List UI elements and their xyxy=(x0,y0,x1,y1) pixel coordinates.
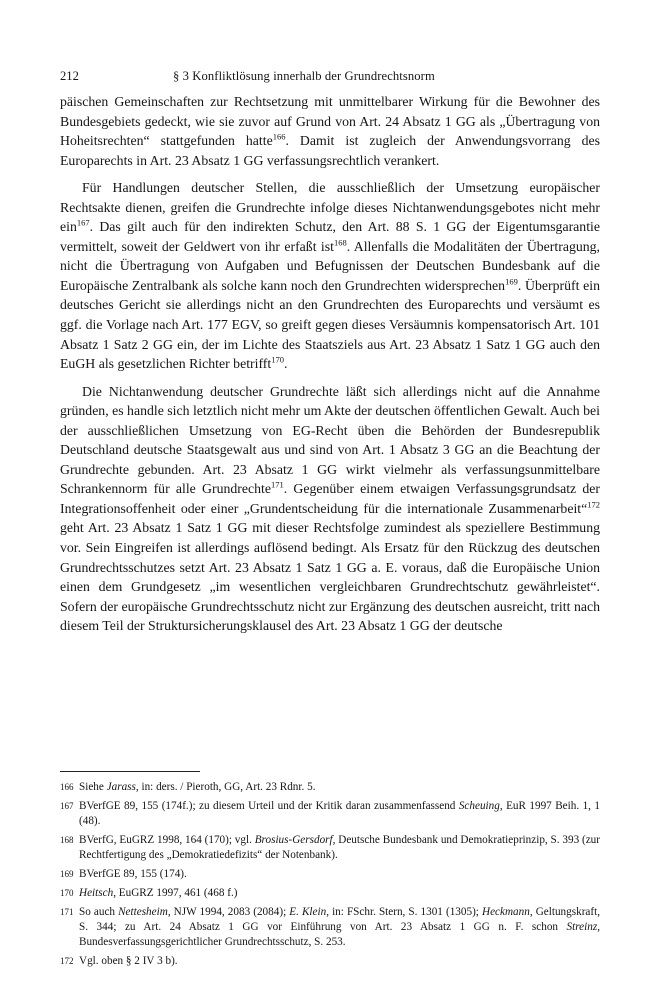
body-text xyxy=(60,92,600,644)
author-name: Scheuing xyxy=(458,800,500,812)
text-run: , in: FSchr. Stern, S. 1301 (1305); xyxy=(326,906,482,918)
footnote-ref-169[interactable]: 169 xyxy=(505,276,518,287)
footnote-number: 172 xyxy=(60,956,74,966)
running-title: § 3 Konfliktlösung innerhalb der Grundrechtsnorm xyxy=(173,69,435,83)
footnote-number: 171 xyxy=(60,907,74,917)
text-run: , NJW 1994, 2083 (2084); xyxy=(167,906,290,918)
text-run: BVerfG, EuGRZ 1998, 164 (170); vgl. xyxy=(79,834,255,846)
author-name: Heckmann xyxy=(481,906,530,918)
text-run: So auch xyxy=(79,906,119,918)
footnote-ref-166[interactable]: 166 xyxy=(272,131,286,142)
text-run: päischen Gemeinschaften zur Rechtsetzung mit unmittelbarer Wirkung für die Bewohner des Bundesgebiets gedeckt, wie sie zuvor auf Grund von Art. 24 Absatz 1 GG als „Übertragung von Hoheitsrechten“ stattgefunden hatte xyxy=(60,94,600,149)
author-name: Brosius-Gersdorf, xyxy=(254,834,336,846)
footnote-172 xyxy=(60,954,600,969)
text-run: . Damit ist zugleich der Anwendungsvorrang des Europarechts in Art. 23 Absatz 1 GG verfassungsrechtlich verankert. xyxy=(60,133,600,168)
text-run: , in: ders. / Pieroth, GG, Art. 23 Rdnr. 5. xyxy=(135,781,316,793)
footnote-number: 170 xyxy=(60,888,74,898)
text-run: Für Handlungen deutscher Stellen, die ausschließlich der Umsetzung europäischer Rechtsakte dienen, greifen die Grundrechte infolge dieses Nichtanwendungsgebotes nicht mehr ein xyxy=(60,180,600,235)
author-name: Streinz xyxy=(566,921,598,933)
author-name: E. Klein xyxy=(289,906,327,918)
text-run: . Das gilt auch für den indirekten Schutz, den Art. 88 S. 1 GG der Eigentumsgarantie vermittelt, soweit der Geldwert von ihr erfaßt ist xyxy=(60,219,600,254)
footnotes xyxy=(60,780,600,973)
footnote-ref-171[interactable]: 171 xyxy=(270,479,284,490)
text-run: , Bundesverfassungsgerichtlicher Grundrechtsschutz, S. 253. xyxy=(79,921,600,948)
paragraph-2 xyxy=(60,178,600,373)
text-run: . Gegenüber einem etwaigen Verfassungsgrundsatz der Integrationsoffenheit oder einer „Grundentscheidung für die internationale Zusammenarbeit“ xyxy=(60,481,601,516)
footnote-ref-170[interactable]: 170 xyxy=(271,354,284,365)
footnote-170 xyxy=(60,886,600,901)
paragraph-1 xyxy=(60,92,600,170)
author-name: Heitsch xyxy=(79,887,114,899)
text-run: Die Nichtanwendung deutscher Grundrechte läßt sich allerdings nicht auf die Annahme gründen, es handle sich letztlich nicht mehr um Akte der deutschen öffentlichen Gewalt. Auch bei der ausschließlichen Umsetzung von EG-Recht üben die Behörden der Bundesrepublik Deutschland deutsche Staatsgewalt aus und sind von Art. 1 Absatz 3 GG an die Beachtung der Grundrechte gebunden. Art. 23 Absatz 1 GG wirkt vielmehr als verfassungsunmittelbare Schrankennorm für alle Grundrechte xyxy=(60,383,600,497)
text-run: BVerfGE 89, 155 (174f.); zu diesem Urteil und der Kritik daran zusammenfassend xyxy=(79,800,459,812)
footnote-169 xyxy=(60,867,600,882)
text-run: , EuGRZ 1997, 461 (468 f.) xyxy=(113,887,238,899)
footnote-ref-167[interactable]: 167 xyxy=(76,217,90,228)
footnote-166 xyxy=(60,780,600,795)
text-run: , Geltungskraft, S. 344; zu Art. 24 Absatz 1 GG vor Einführung von Art. 23 Absatz 1 GG n. F. schon xyxy=(79,906,601,933)
footnote-divider xyxy=(60,771,200,772)
footnote-ref-172[interactable]: 172 xyxy=(587,499,600,510)
author-name: Nettesheim xyxy=(118,906,168,918)
footnote-number: 169 xyxy=(60,869,74,879)
text-run: geht Art. 23 Absatz 1 Satz 1 GG mit dieser Rechtsfolge zumindest als speziellere Bestimmung vor. Sein Eingreifen ist allerdings auflösend bedingt. Als Ersatz für den Rückzug des deutschen Grundrechtsschutzes setzt Art. 23 Absatz 1 Satz 1 GG a. E. voraus, daß die Europäische Union einen dem Grundgesetz „im wesentlichen vergleichbaren Grundrechtschutz gewährleistet“. Sofern der europäische Grundrechtsschutz nicht zur Ergänzung des deutschen ausreicht, tritt nach diesem Teil der Struktursicherungsklausel des Art. 23 Absatz 1 GG der deutsche xyxy=(60,520,600,634)
text-run: . Überprüft ein deutsches Gericht sie allerdings nicht an den Grundrechten des Europarechts und versäumt es ggf. die Vorlage nach Art. 177 EGV, so greift gegen dieses Versäumnis kompensatorisch Art. 101 Absatz 1 Satz 2 GG ein, der im Lichte des Staatsziels aus Art. 23 Absatz 1 Satz 1 GG auch den EuGH als gesetzlichen Richter betrifft xyxy=(60,277,600,372)
footnote-168 xyxy=(60,833,600,863)
text-run: , EuR 1997 Beih. 1, 1 (48). xyxy=(79,800,600,827)
text-run: Deutsche Bundesbank und Demokratieprinzip, S. 393 (zur Rechtfertigung des „Demokratiedefizits“ der Notenbank). xyxy=(79,834,600,861)
author-name: Jarass xyxy=(106,781,136,793)
footnote-ref-168[interactable]: 168 xyxy=(333,237,347,248)
footnote-167 xyxy=(60,799,600,829)
footnote-number: 166 xyxy=(60,782,74,792)
text-run: . xyxy=(283,356,288,372)
footnote-number: 167 xyxy=(60,801,74,811)
text-run: Siehe xyxy=(79,781,107,793)
footnote-171 xyxy=(60,905,600,950)
text-run: BVerfGE 89, 155 (174). xyxy=(79,868,187,880)
text-run: . Allenfalls die Modalitäten der Übertragung, nicht die Übertragung von Aufgaben und Befugnissen der Deutschen Bundesbank auf die Europäische Zentralbank als solche kann noch den Grundrechten widersprechen xyxy=(60,238,600,293)
text-run: Vgl. oben § 2 IV 3 b). xyxy=(79,955,178,967)
page-number: 212 xyxy=(60,69,79,83)
footnote-number: 168 xyxy=(60,835,74,845)
paragraph-3 xyxy=(60,382,600,636)
